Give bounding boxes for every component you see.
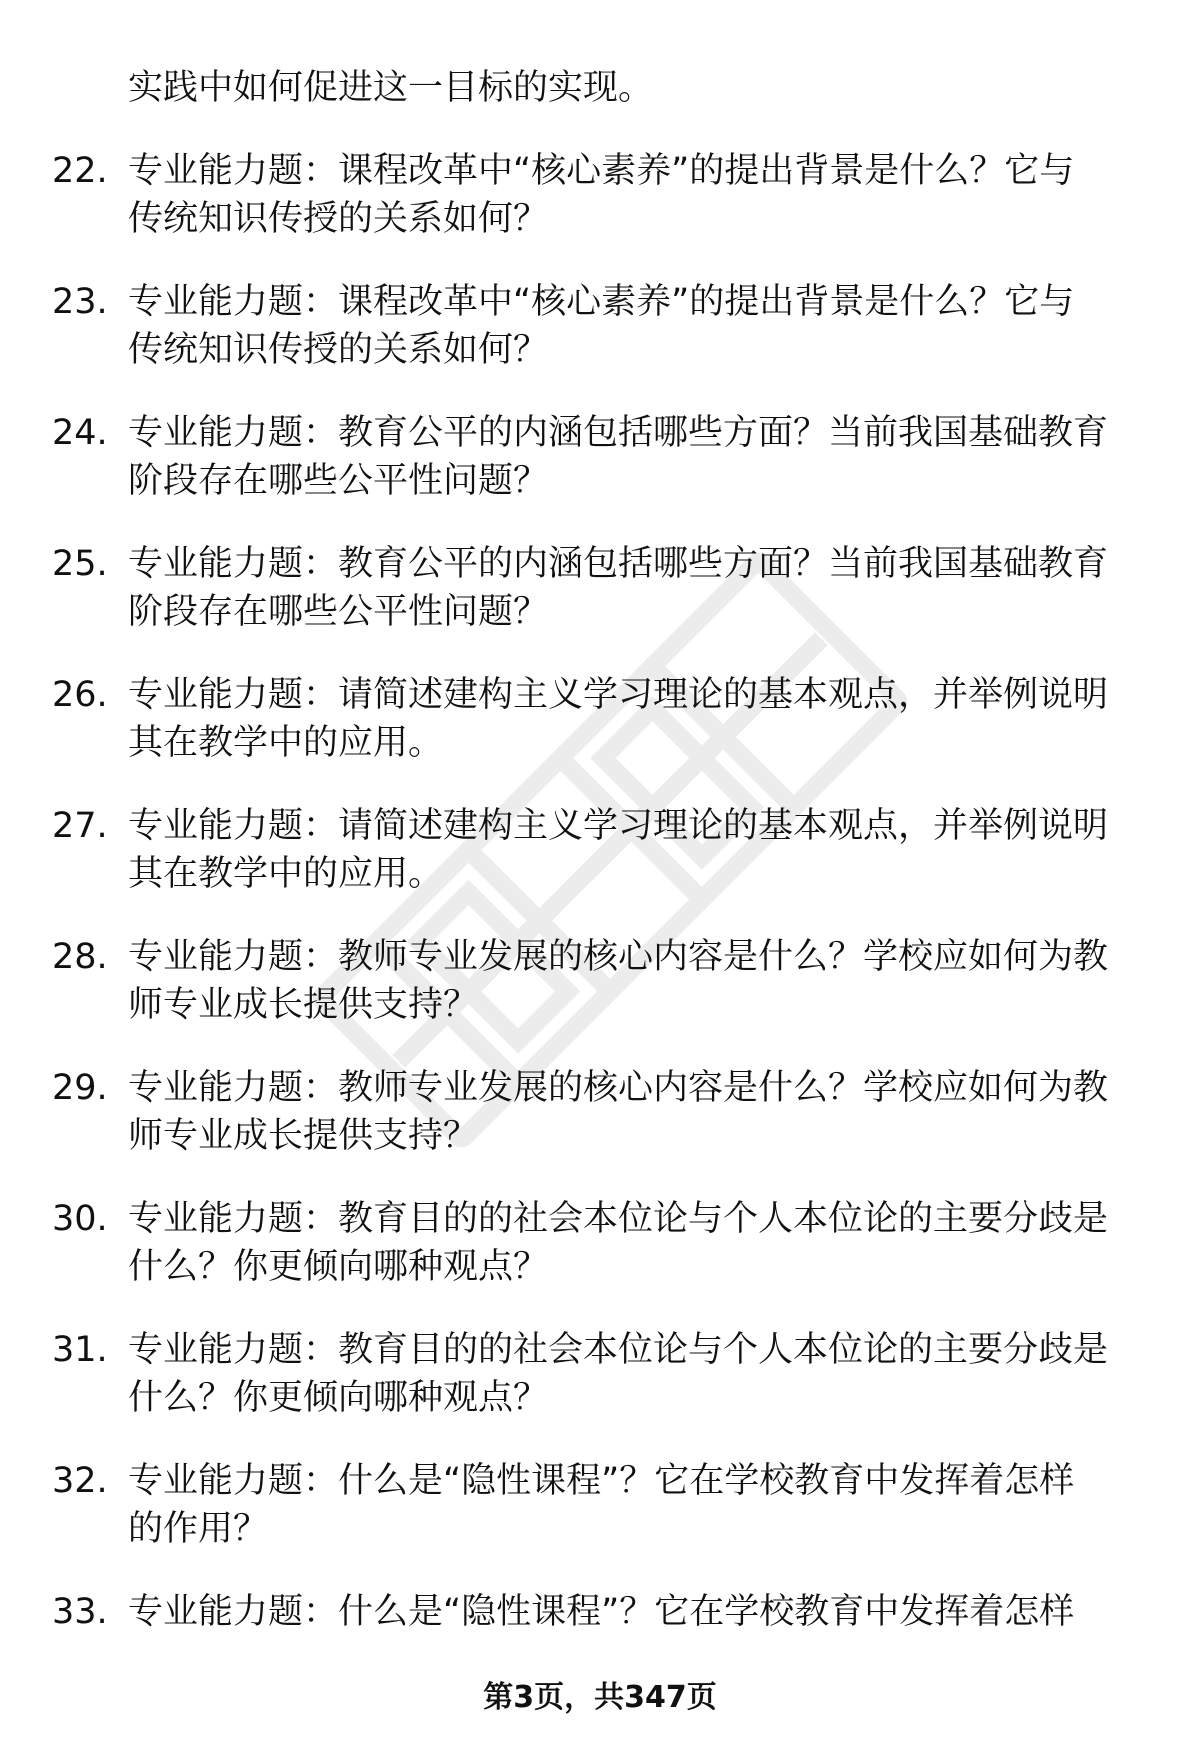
question-line: 师专业成长提供支持？ [128, 1116, 479, 1156]
question-number: 32. [52, 1461, 108, 1501]
question-line: 专业能力题：教育公平的内涵包括哪些方面？当前我国基础教育 [128, 544, 1109, 584]
question-text [128, 933, 1138, 1029]
question-line: 专业能力题：教师专业发展的核心内容是什么？学校应如何为教 [128, 937, 1109, 977]
question-number: 22. [52, 151, 108, 191]
question-line: 专业能力题：教育公平的内涵包括哪些方面？当前我国基础教育 [128, 413, 1109, 453]
question-line: 师专业成长提供支持？ [128, 985, 479, 1025]
question-text [128, 802, 1138, 898]
question-text [128, 1064, 1138, 1160]
question-number: 23. [52, 282, 108, 322]
question-text [128, 1588, 1138, 1636]
question-line: 什么？你更倾向哪种观点？ [128, 1378, 549, 1418]
question-line: 的作用？ [128, 1509, 269, 1549]
question-line: 专业能力题：请简述建构主义学习理论的基本观点，并举例说明 [128, 806, 1109, 846]
question-line: 专业能力题：教师专业发展的核心内容是什么？学校应如何为教 [128, 1068, 1109, 1108]
question-number: 31. [52, 1330, 108, 1370]
question-line: 其在教学中的应用。 [128, 723, 444, 763]
question-line: 专业能力题：什么是“隐性课程”？它在学校教育中发挥着怎样 [128, 1461, 1075, 1501]
question-line: 专业能力题：什么是“隐性课程”？它在学校教育中发挥着怎样 [128, 1592, 1075, 1632]
question-line: 阶段存在哪些公平性问题？ [128, 592, 549, 632]
question-text [128, 671, 1138, 767]
question-text [128, 1195, 1138, 1291]
question-number: 29. [52, 1068, 108, 1108]
question-text [128, 147, 1138, 243]
question-line: 专业能力题：课程改革中“核心素养”的提出背景是什么？它与 [128, 151, 1075, 191]
question-line: 专业能力题：教育目的的社会本位论与个人本位论的主要分歧是 [128, 1199, 1109, 1239]
question-number: 27. [52, 806, 108, 846]
question-text [128, 1326, 1138, 1422]
question-line: 传统知识传授的关系如何？ [128, 199, 549, 239]
page-footer: 第3页，共347页 [483, 1680, 717, 1715]
question-number: 25. [52, 544, 108, 584]
question-line: 传统知识传授的关系如何？ [128, 330, 549, 370]
question-line: 专业能力题：教育目的的社会本位论与个人本位论的主要分歧是 [128, 1330, 1109, 1370]
question-number: 30. [52, 1199, 108, 1239]
question-text [128, 1457, 1138, 1553]
question-number: 24. [52, 413, 108, 453]
continuation-line: 实践中如何促进这一目标的实现。 [128, 68, 654, 108]
question-line: 什么？你更倾向哪种观点？ [128, 1247, 549, 1287]
question-text [128, 278, 1138, 374]
question-text [128, 540, 1138, 636]
question-number: 26. [52, 675, 108, 715]
question-number: 28. [52, 937, 108, 977]
question-number: 33. [52, 1592, 108, 1632]
question-line: 专业能力题：课程改革中“核心素养”的提出背景是什么？它与 [128, 282, 1075, 322]
question-line: 阶段存在哪些公平性问题？ [128, 461, 549, 501]
question-line: 其在教学中的应用。 [128, 854, 444, 894]
question-text [128, 409, 1138, 505]
question-line: 专业能力题：请简述建构主义学习理论的基本观点，并举例说明 [128, 675, 1109, 715]
